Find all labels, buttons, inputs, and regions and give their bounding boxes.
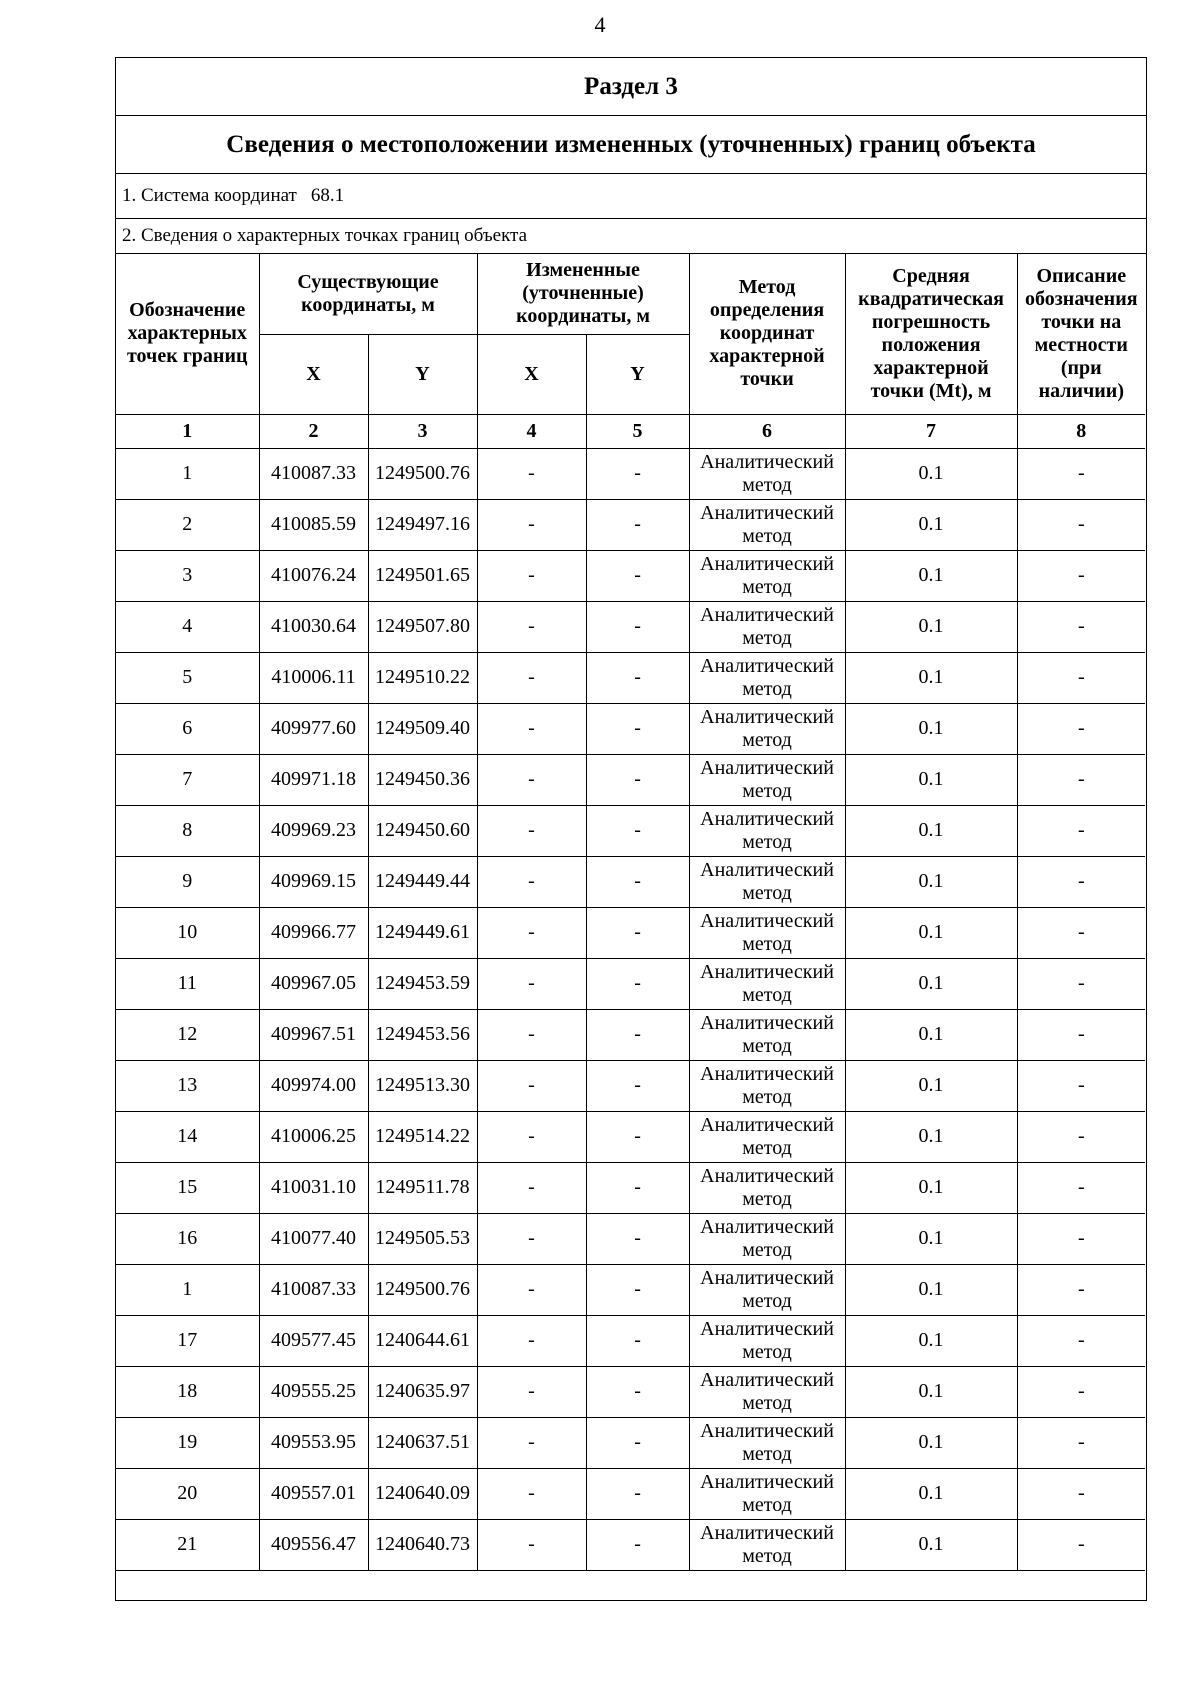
cell-method: Аналитический метод [689,1111,845,1162]
table-row [116,499,1145,550]
header-changed-y: Y [586,334,689,414]
cell-mean-error: 0.1 [845,1264,1017,1315]
cell-point: 3 [116,550,259,601]
cell-method: Аналитический метод [689,1519,845,1570]
cell-existing-y: 1249450.60 [368,805,477,856]
column-number: 1 [116,414,259,448]
cell-mean-error: 0.1 [845,907,1017,958]
cell-existing-y: 1249510.22 [368,652,477,703]
table-row [116,1366,1145,1417]
cell-changed-y: - [586,1315,689,1366]
cell-point: 17 [116,1315,259,1366]
cell-method: Аналитический метод [689,1060,845,1111]
cell-description: - [1017,1264,1145,1315]
boundary-points-table [116,254,1145,1571]
cell-existing-x: 410077.40 [259,1213,368,1264]
cell-changed-y: - [586,1060,689,1111]
cell-description: - [1017,652,1145,703]
coordinate-system-value: 68.1 [310,185,345,206]
cell-method: Аналитический метод [689,499,845,550]
cell-changed-x: - [477,856,586,907]
cell-changed-x: - [477,703,586,754]
cell-changed-y: - [586,754,689,805]
table-row [116,805,1145,856]
cell-point: 7 [116,754,259,805]
cell-existing-x: 409577.45 [259,1315,368,1366]
cell-mean-error: 0.1 [845,1213,1017,1264]
cell-existing-y: 1249453.56 [368,1009,477,1060]
section-subtitle: Сведения о местоположении измененных (уточненных) границ объекта [116,116,1146,174]
cell-changed-y: - [586,703,689,754]
points-info-label: 2. Сведения о характерных точках границ объекта [116,219,1146,254]
table-row [116,652,1145,703]
cell-method: Аналитический метод [689,1366,845,1417]
cell-existing-y: 1249500.76 [368,448,477,499]
cell-existing-y: 1240640.09 [368,1468,477,1519]
section-sheet [115,57,1147,1601]
cell-existing-y: 1249505.53 [368,1213,477,1264]
header-description: Описание обозначения точки на местности (при наличии) [1017,254,1145,414]
cell-method: Аналитический метод [689,601,845,652]
table-row [116,1162,1145,1213]
table-row [116,958,1145,1009]
cell-point: 19 [116,1417,259,1468]
cell-point: 10 [116,907,259,958]
cell-mean-error: 0.1 [845,1060,1017,1111]
header-point-designation: Обозначение характерных точек границ [116,254,259,414]
cell-existing-y: 1249449.61 [368,907,477,958]
cell-mean-error: 0.1 [845,1519,1017,1570]
cell-mean-error: 0.1 [845,499,1017,550]
cell-existing-x: 410087.33 [259,1264,368,1315]
cell-point: 16 [116,1213,259,1264]
cell-existing-y: 1249501.65 [368,550,477,601]
header-existing-y: Y [368,334,477,414]
cell-method: Аналитический метод [689,1162,845,1213]
cell-changed-y: - [586,1264,689,1315]
cell-description: - [1017,805,1145,856]
table-row [116,1009,1145,1060]
cell-mean-error: 0.1 [845,856,1017,907]
table-row [116,1060,1145,1111]
cell-existing-y: 1249513.30 [368,1060,477,1111]
cell-changed-y: - [586,856,689,907]
cell-point: 6 [116,703,259,754]
table-row [116,1264,1145,1315]
cell-changed-y: - [586,1111,689,1162]
cell-mean-error: 0.1 [845,754,1017,805]
cell-description: - [1017,499,1145,550]
cell-existing-y: 1240637.51 [368,1417,477,1468]
cell-existing-x: 409969.23 [259,805,368,856]
cell-changed-x: - [477,1468,586,1519]
cell-changed-x: - [477,1519,586,1570]
cell-mean-error: 0.1 [845,1366,1017,1417]
header-changed-x: X [477,334,586,414]
cell-method: Аналитический метод [689,1315,845,1366]
column-number: 5 [586,414,689,448]
cell-changed-y: - [586,1366,689,1417]
header-changed-coords: Измененные (уточненные) координаты, м [477,254,689,334]
column-number: 4 [477,414,586,448]
cell-method: Аналитический метод [689,754,845,805]
cell-existing-x: 410006.25 [259,1111,368,1162]
cell-changed-y: - [586,1468,689,1519]
cell-point: 15 [116,1162,259,1213]
cell-description: - [1017,448,1145,499]
cell-method: Аналитический метод [689,1213,845,1264]
cell-description: - [1017,1060,1145,1111]
cell-existing-x: 409553.95 [259,1417,368,1468]
cell-existing-y: 1249511.78 [368,1162,477,1213]
cell-method: Аналитический метод [689,652,845,703]
cell-changed-y: - [586,1162,689,1213]
cell-changed-y: - [586,907,689,958]
cell-existing-x: 410031.10 [259,1162,368,1213]
cell-description: - [1017,550,1145,601]
cell-existing-y: 1240635.97 [368,1366,477,1417]
cell-point: 14 [116,1111,259,1162]
cell-method: Аналитический метод [689,856,845,907]
cell-existing-x: 409555.25 [259,1366,368,1417]
cell-description: - [1017,1417,1145,1468]
section-title: Раздел 3 [116,58,1146,116]
cell-description: - [1017,601,1145,652]
cell-existing-y: 1249449.44 [368,856,477,907]
cell-changed-y: - [586,550,689,601]
cell-changed-x: - [477,1264,586,1315]
cell-existing-x: 409971.18 [259,754,368,805]
cell-changed-x: - [477,1213,586,1264]
cell-point: 18 [116,1366,259,1417]
coordinate-system-row [116,174,1146,219]
cell-changed-x: - [477,652,586,703]
cell-description: - [1017,856,1145,907]
cell-mean-error: 0.1 [845,1468,1017,1519]
cell-description: - [1017,703,1145,754]
cell-existing-x: 409974.00 [259,1060,368,1111]
cell-existing-y: 1240640.73 [368,1519,477,1570]
cell-existing-x: 410006.11 [259,652,368,703]
cell-changed-x: - [477,448,586,499]
cell-description: - [1017,1111,1145,1162]
cell-existing-y: 1249497.16 [368,499,477,550]
cell-changed-y: - [586,805,689,856]
cell-changed-x: - [477,1417,586,1468]
cell-description: - [1017,1009,1145,1060]
cell-existing-x: 409556.47 [259,1519,368,1570]
cell-mean-error: 0.1 [845,1111,1017,1162]
cell-method: Аналитический метод [689,1009,845,1060]
cell-changed-x: - [477,601,586,652]
cell-mean-error: 0.1 [845,1162,1017,1213]
cell-method: Аналитический метод [689,805,845,856]
cell-changed-x: - [477,1111,586,1162]
cell-changed-y: - [586,601,689,652]
cell-point: 4 [116,601,259,652]
cell-method: Аналитический метод [689,1417,845,1468]
cell-existing-y: 1249509.40 [368,703,477,754]
cell-changed-x: - [477,805,586,856]
cell-mean-error: 0.1 [845,1417,1017,1468]
cell-existing-y: 1249453.59 [368,958,477,1009]
cell-existing-x: 410085.59 [259,499,368,550]
header-method: Метод определения координат характерной точки [689,254,845,414]
cell-mean-error: 0.1 [845,1315,1017,1366]
cell-point: 21 [116,1519,259,1570]
cell-method: Аналитический метод [689,958,845,1009]
table-row [116,1468,1145,1519]
cell-existing-y: 1249507.80 [368,601,477,652]
cell-existing-y: 1249450.36 [368,754,477,805]
cell-mean-error: 0.1 [845,652,1017,703]
column-number: 8 [1017,414,1145,448]
cell-point: 2 [116,499,259,550]
cell-changed-x: - [477,754,586,805]
cell-existing-x: 409966.77 [259,907,368,958]
cell-changed-x: - [477,1060,586,1111]
cell-point: 1 [116,448,259,499]
cell-description: - [1017,1519,1145,1570]
cell-mean-error: 0.1 [845,601,1017,652]
cell-method: Аналитический метод [689,1468,845,1519]
cell-changed-x: - [477,958,586,1009]
table-row [116,1519,1145,1570]
cell-method: Аналитический метод [689,703,845,754]
column-number: 3 [368,414,477,448]
table-row [116,1417,1145,1468]
cell-changed-y: - [586,1417,689,1468]
cell-changed-y: - [586,1519,689,1570]
column-number: 2 [259,414,368,448]
table-row [116,550,1145,601]
cell-existing-x: 410076.24 [259,550,368,601]
cell-method: Аналитический метод [689,907,845,958]
cell-description: - [1017,754,1145,805]
cell-point: 11 [116,958,259,1009]
cell-changed-y: - [586,652,689,703]
cell-description: - [1017,1315,1145,1366]
cell-existing-y: 1240644.61 [368,1315,477,1366]
cell-existing-x: 409557.01 [259,1468,368,1519]
cell-changed-y: - [586,448,689,499]
cell-point: 8 [116,805,259,856]
cell-changed-y: - [586,499,689,550]
cell-existing-x: 410030.64 [259,601,368,652]
cell-description: - [1017,1366,1145,1417]
cell-description: - [1017,1468,1145,1519]
cell-existing-x: 409967.51 [259,1009,368,1060]
cell-description: - [1017,1213,1145,1264]
cell-point: 5 [116,652,259,703]
cell-mean-error: 0.1 [845,1009,1017,1060]
page-number: 4 [594,12,606,37]
header-existing-coords: Существующие координаты, м [259,254,477,334]
header-mean-error: Средняя квадратическая погрешность положения характерной точки (Mt), м [845,254,1017,414]
table-row [116,703,1145,754]
cell-changed-y: - [586,1213,689,1264]
cell-existing-x: 409969.15 [259,856,368,907]
cell-description: - [1017,1162,1145,1213]
cell-description: - [1017,958,1145,1009]
cell-existing-y: 1249500.76 [368,1264,477,1315]
column-number: 6 [689,414,845,448]
cell-point: 12 [116,1009,259,1060]
cell-changed-x: - [477,550,586,601]
cell-changed-x: - [477,1366,586,1417]
cell-changed-x: - [477,499,586,550]
cell-mean-error: 0.1 [845,550,1017,601]
cell-mean-error: 0.1 [845,805,1017,856]
header-existing-x: X [259,334,368,414]
cell-changed-y: - [586,1009,689,1060]
cell-method: Аналитический метод [689,1264,845,1315]
cell-existing-x: 409977.60 [259,703,368,754]
table-row [116,754,1145,805]
cell-changed-x: - [477,1162,586,1213]
table-row [116,856,1145,907]
table-row [116,601,1145,652]
cell-changed-x: - [477,907,586,958]
cell-changed-y: - [586,958,689,1009]
cell-mean-error: 0.1 [845,703,1017,754]
cell-method: Аналитический метод [689,448,845,499]
cell-mean-error: 0.1 [845,448,1017,499]
table-row [116,1213,1145,1264]
cell-existing-x: 410087.33 [259,448,368,499]
cell-point: 13 [116,1060,259,1111]
cell-description: - [1017,907,1145,958]
table-row [116,907,1145,958]
table-row [116,448,1145,499]
cell-point: 20 [116,1468,259,1519]
cell-changed-x: - [477,1315,586,1366]
column-number: 7 [845,414,1017,448]
coordinate-system-label: 1. Система координат [122,185,297,206]
cell-method: Аналитический метод [689,550,845,601]
cell-point: 1 [116,1264,259,1315]
cell-existing-y: 1249514.22 [368,1111,477,1162]
cell-existing-x: 409967.05 [259,958,368,1009]
table-row [116,1315,1145,1366]
cell-mean-error: 0.1 [845,958,1017,1009]
cell-point: 9 [116,856,259,907]
cell-changed-x: - [477,1009,586,1060]
table-row [116,1111,1145,1162]
